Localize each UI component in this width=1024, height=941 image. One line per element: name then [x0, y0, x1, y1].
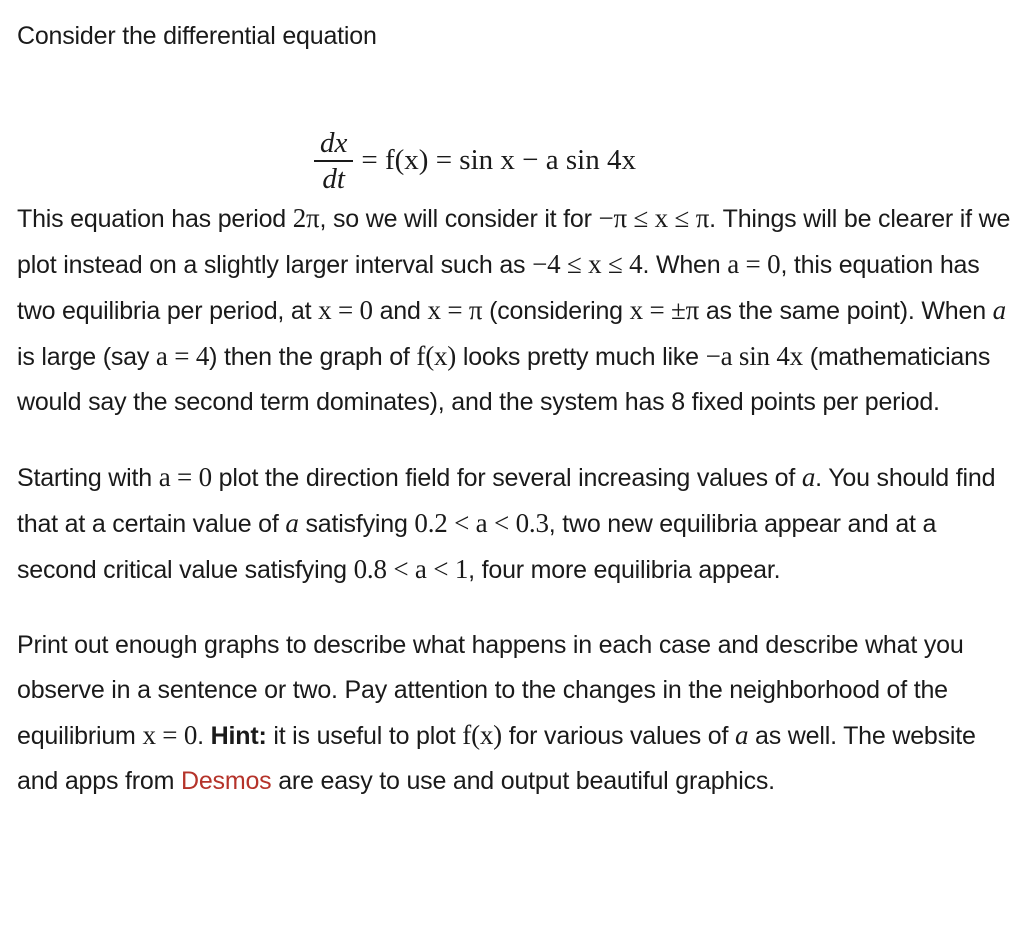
math-expr: x = π — [427, 295, 483, 325]
math-expr: −a sin 4x — [705, 341, 803, 371]
math-expr: a = 0 — [158, 462, 212, 492]
math-expr: f(x) — [462, 720, 502, 750]
math-expr: −π ≤ x ≤ π — [598, 203, 710, 233]
text-span: is large (say — [17, 343, 156, 371]
math-expr: a — [735, 720, 749, 750]
math-expr: x = 0 — [318, 295, 373, 325]
text-span: it is useful to plot — [266, 722, 463, 750]
text-span: as well. The website and apps from — [17, 722, 976, 795]
text-span: This equation has period — [17, 205, 293, 233]
fraction-denominator: dt — [322, 162, 345, 195]
text-span: ) then the graph of — [209, 343, 417, 371]
math-expr: a — [285, 508, 299, 538]
text-span: Print out enough graphs to describe what happens in each case and describe what you observe in a sentence or two. Pay attention to the changes in the neighborhood of the equilibrium — [17, 631, 964, 750]
text-span: . — [197, 722, 211, 750]
display-equation — [17, 59, 1022, 196]
text-span: (mathematicians would say the second term dominates), and the system has 8 fixed points per period. — [17, 343, 991, 416]
math-expr: x = 0 — [142, 720, 198, 750]
equation-rhs: = f(x) = sin x − a sin 4x — [361, 144, 636, 177]
problem-text — [17, 14, 1022, 804]
math-expr: 2π — [292, 203, 320, 233]
text-span: satisfying — [298, 510, 415, 538]
text-span: . Things will be clearer if we plot instead on a slightly larger interval such as — [17, 205, 1011, 279]
paragraph-instructions — [17, 623, 1022, 804]
math-expr: a — [801, 462, 816, 492]
text-span: are easy to use and output beautiful graphics. — [271, 767, 775, 795]
paragraph-direction-field — [17, 455, 1022, 593]
math-expr: a = 4 — [155, 341, 210, 371]
math-expr: a — [992, 295, 1006, 325]
hint-label: Hint: — [210, 722, 267, 750]
text-span: plot the direction field for several increasing values of — [211, 464, 802, 492]
desmos-link[interactable]: Desmos — [180, 767, 272, 795]
text-span: , so we will consider it for — [319, 205, 599, 233]
math-expr: 0.2 < a < 0.3 — [414, 508, 549, 538]
text-span: , two new equilibria appear and at a second critical value satisfying — [17, 510, 937, 584]
paragraph-period — [17, 196, 1022, 425]
differential-equation — [314, 126, 636, 196]
paragraph-gap — [17, 593, 1022, 623]
text-span: for various values of — [501, 722, 735, 750]
derivative-fraction — [314, 126, 353, 196]
text-span: as the same point). When — [699, 297, 993, 325]
text-span: . You should find that at a certain value of — [17, 464, 996, 538]
math-expr: f(x) — [416, 341, 457, 371]
math-expr: −4 ≤ x ≤ 4 — [532, 249, 643, 279]
paragraph-gap — [17, 425, 1022, 455]
text-span: , four more equilibria appear. — [468, 556, 781, 584]
text-span: , this equation has two equilibria per period, at — [17, 251, 980, 325]
text-span: Starting with — [17, 464, 159, 492]
intro-text: Consider the differential equation — [17, 22, 377, 50]
math-expr: x = ±π — [629, 295, 700, 325]
text-span: and — [372, 297, 428, 325]
math-expr: 0.8 < a < 1 — [353, 554, 469, 584]
text-span: . When — [642, 251, 728, 279]
text-span: looks pretty much like — [456, 343, 706, 371]
text-span: (considering — [482, 297, 630, 325]
fraction-numerator: dx — [320, 127, 348, 159]
math-expr: a = 0 — [727, 249, 781, 279]
